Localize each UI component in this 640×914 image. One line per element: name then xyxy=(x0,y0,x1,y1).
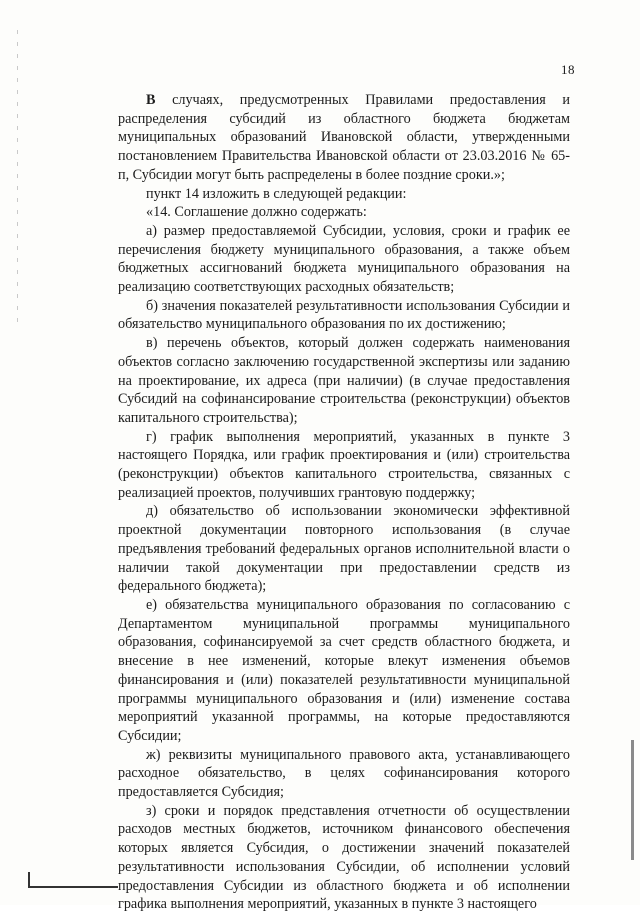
paragraph-item-z: з) сроки и порядок представления отчетности об осуществлении расходов местных бюджетов, источником финансового обеспечения которых является Субсидия, о достижении значений показателей результативности использования Субсидии, об исполнении условий предоставления Субсидии из областного бюджета и об исполнении графика выполнения мероприятий, указанных в пункте 3 настоящего xyxy=(118,802,570,913)
paragraph-lead-letter: В xyxy=(146,92,156,108)
paragraph-text: случаях, предусмотренных Правилами предоставления и распределения субсидий из областного бюджета бюджетам муниципальных образований Ивановской области, утвержденными постановлением Правительства Ивановской области от 23.03.2016 № 65-п, Субсидии могут быть распределены в более поздние сроки.»; xyxy=(118,92,570,183)
paragraph-item-b: б) значения показателей результативности использования Субсидии и обязательство муниципального образования по их достижению; xyxy=(118,297,570,333)
corner-mark xyxy=(28,872,118,888)
scan-artifact-right xyxy=(631,740,634,860)
scan-artifact-left xyxy=(17,30,18,330)
document-body xyxy=(118,91,570,914)
paragraph-item-d: д) обязательство об использовании экономически эффективной проектной документации повторного использования (в случае предъявления требований федеральных органов исполнительной власти о наличии такой документации при предоставлении средств из федерального бюджета); xyxy=(118,503,570,595)
paragraph-amendment: пункт 14 изложить в следующей редакции: xyxy=(146,185,407,202)
paragraph-item-a: а) размер предоставляемой Субсидии, условия, сроки и график ее перечисления бюджету муниципального образования, а также объем бюджетных ассигнований бюджета муниципального образования на реализацию соответствующих расходных обязательств; xyxy=(118,222,570,296)
paragraph-item-e: е) обязательства муниципального образования по согласованию с Департаментом муниципальной программы муниципального образования, софинансируемой за счет средств областного бюджета, и внесение в нее изменений, которые влекут изменения объемов финансирования и (или) показателей результативности муниципальной программы муниципального образования и (или) изменение состава мероприятий указанной программы, на которые предоставляются Субсидии; xyxy=(118,596,570,744)
paragraph-item-g: г) график выполнения мероприятий, указанных в пункте 3 настоящего Порядка, или график проектирования и (или) строительства (реконструкции) объектов капитального строительства, связанных с реализацией проектов, получивших грантовую поддержку; xyxy=(118,428,570,501)
paragraph-item-v: в) перечень объектов, который должен содержать наименования объектов согласно заключению государственной экспертизы или заданию на проектирование, их адреса (при наличии) (в случае предоставления Субсидий на софинансирование строительства (реконструкции) объектов капитального строительства); xyxy=(118,335,570,426)
paragraph-clause-14: «14. Соглашение должно содержать: xyxy=(146,204,367,221)
paragraph-intro xyxy=(118,91,570,185)
paragraph-item-zh: ж) реквизиты муниципального правового акта, устанавливающего расходное обязательство, в целях софинансирования которого предоставляется Субсидия; xyxy=(118,746,570,801)
page-number: 18 xyxy=(561,62,575,77)
